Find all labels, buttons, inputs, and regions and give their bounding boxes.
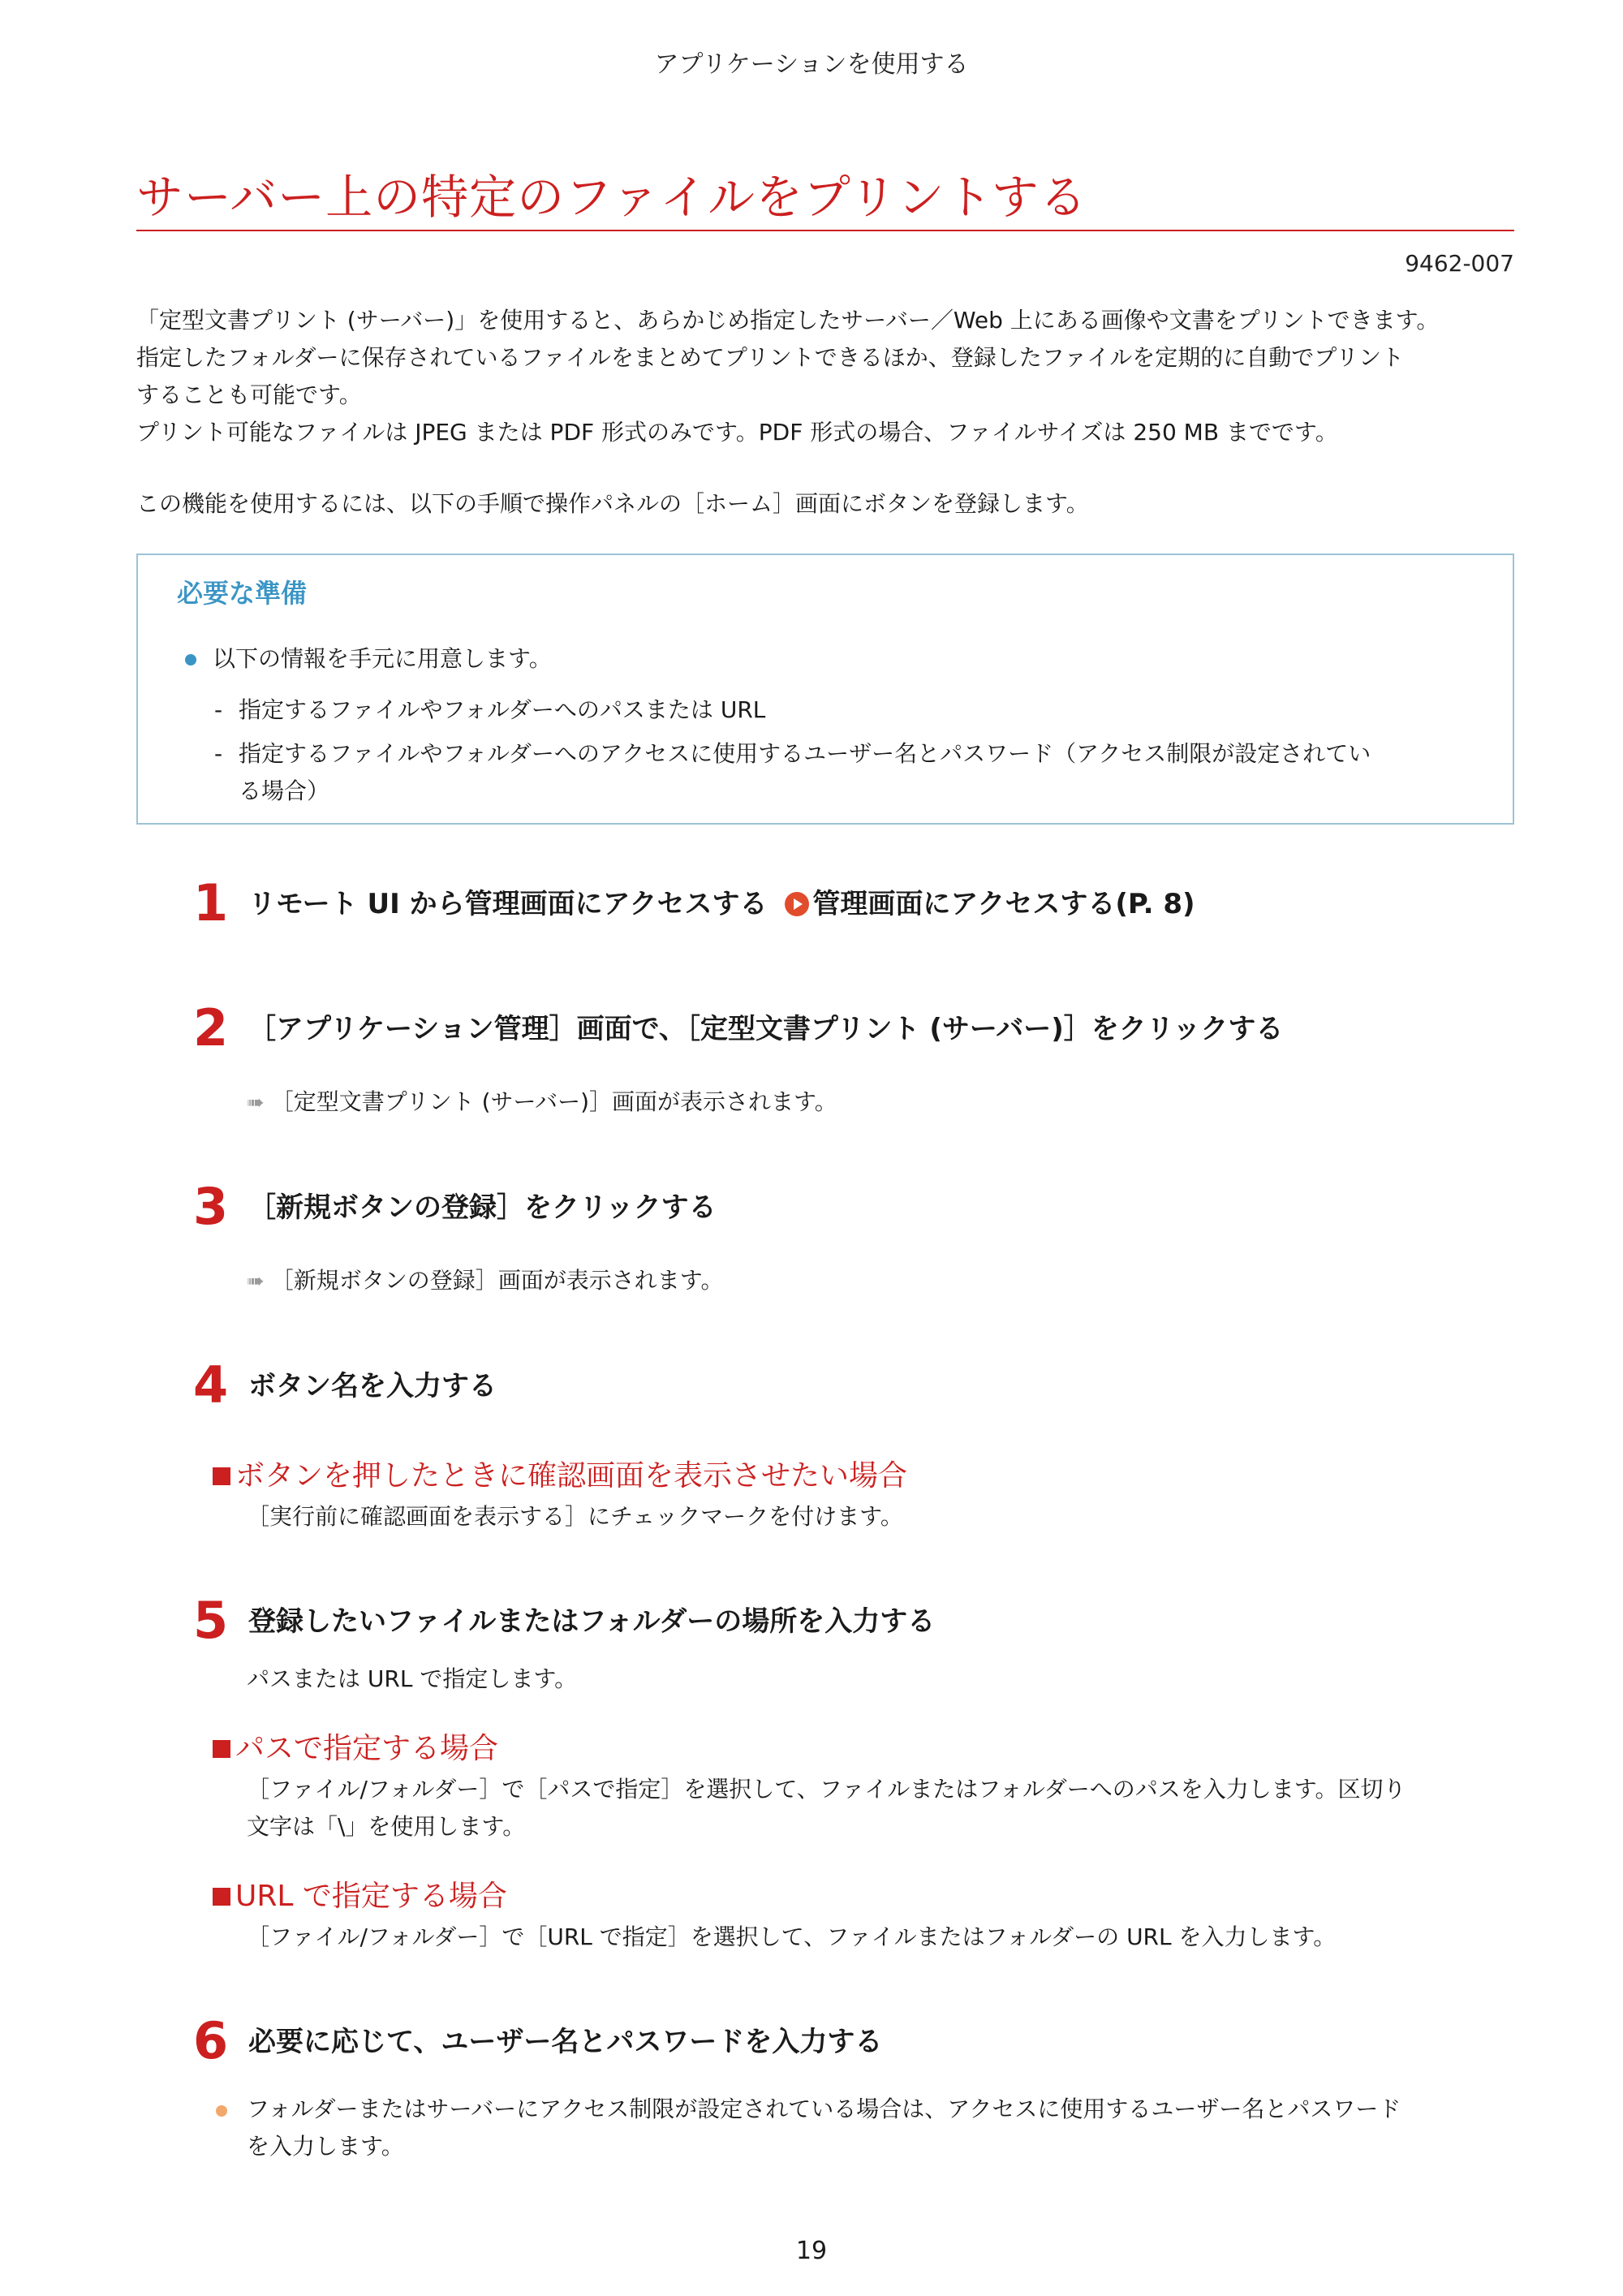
step-body-text: パスまたは URL で指定します。 (247, 1665, 578, 1692)
sub-body (247, 1771, 1513, 1846)
link-arrow-icon[interactable] (785, 892, 809, 916)
step-result (247, 1086, 837, 1119)
preparation-box (136, 554, 1514, 825)
page-title: サーバー上の特定のファイルをプリントする (136, 170, 1087, 225)
sub-body-text: ［ファイル/フォルダー］で［パスで指定］を選択して、ファイルまたはフォルダーへのパスを入力します。区切り (247, 1776, 1406, 1803)
step-text (248, 886, 1195, 922)
sub-body-text: 文字は「\」を使用します。 (247, 1813, 526, 1840)
sub-heading-text: ボタンを押したときに確認画面を表示させたい場合 (235, 1459, 908, 1493)
intro-line: 指定したフォルダーに保存されているファイルをまとめてプリントできるほか、登録したファイルを定期的に自動でプリント (136, 344, 1405, 371)
sub-heading (213, 1878, 507, 1915)
step-number: 2 (193, 998, 229, 1058)
step-text: ［アプリケーション管理］画面で、［定型文書プリント (サーバー)］をクリックする (248, 1013, 1284, 1045)
subitem-text: 指定するファイルやフォルダーへのアクセスに使用するユーザー名とパスワード（アクセス制限が設定されてい (239, 740, 1371, 767)
preparation-item-text: 以下の情報を手元に用意します。 (213, 645, 552, 672)
step-body (247, 1661, 1513, 1698)
bullet-icon (185, 654, 196, 666)
note-line: フォルダーまたはサーバーにアクセス制限が設定されている場合は、アクセスに使用するユーザー名とパスワード (247, 2096, 1401, 2122)
step-text: 必要に応じて、ユーザー名とパスワードを入力する (248, 2026, 883, 2058)
note-line: を入力します。 (247, 2133, 404, 2160)
square-marker-icon (213, 1467, 230, 1485)
page-number: 19 (795, 2237, 828, 2265)
lead-text: この機能を使用するには、以下の手順で操作パネルの［ホーム］画面にボタンを登録します。 (136, 490, 1089, 517)
result-arrow-icon: ➠ (247, 1269, 265, 1294)
subitem-text: る場合） (239, 778, 330, 804)
step-number: 1 (193, 873, 229, 933)
sub-body-text: ［実行前に確認画面を表示する］にチェックマークを付けます。 (247, 1503, 903, 1530)
document-code: 9462-007 (1405, 250, 1514, 277)
result-text: ［定型文書プリント (サーバー)］画面が表示されます。 (270, 1088, 837, 1115)
intro-paragraph (136, 302, 1516, 451)
step-note (247, 2091, 1401, 2165)
step-number: 6 (193, 2011, 229, 2070)
result-arrow-icon: ➠ (247, 1091, 265, 1115)
sub-body (247, 1498, 1513, 1536)
step-number: 3 (193, 1177, 229, 1236)
preparation-item (185, 643, 552, 675)
intro-line: プリント可能なファイルは JPEG または PDF 形式のみです。PDF 形式の場合、ファイルサイズは 250 MB までです。 (136, 419, 1338, 446)
preparation-subitem (214, 735, 1480, 810)
intro-line: することも可能です。 (136, 381, 362, 408)
step-text: 登録したいファイルまたはフォルダーの場所を入力する (248, 1605, 936, 1638)
sub-body-text: ［ファイル/フォルダー］で［URL で指定］を選択して、ファイルまたはフォルダーの URL を入力します。 (247, 1923, 1337, 1950)
title-rule (136, 230, 1514, 231)
sub-heading-text: パスで指定する場合 (235, 1732, 499, 1765)
sub-body (247, 1919, 1513, 1956)
dash-marker: - (214, 740, 223, 767)
step-result (247, 1264, 724, 1298)
preparation-subitem (214, 691, 1480, 729)
running-header: アプリケーションを使用する (654, 50, 969, 79)
result-text: ［新規ボタンの登録］画面が表示されます。 (270, 1267, 724, 1294)
dash-marker: - (214, 696, 223, 723)
square-marker-icon (213, 1888, 230, 1906)
sub-heading-text: URL で指定する場合 (235, 1880, 507, 1913)
preparation-title: 必要な準備 (177, 578, 308, 609)
step-number: 5 (193, 1591, 229, 1650)
subitem-text: 指定するファイルやフォルダーへのパスまたは URL (239, 696, 766, 723)
step-number: 4 (193, 1355, 229, 1415)
step-text: ［新規ボタンの登録］をクリックする (248, 1191, 717, 1224)
step-text-main: リモート UI から管理画面にアクセスする (248, 888, 768, 920)
bullet-icon (216, 2105, 227, 2117)
sub-heading (213, 1458, 907, 1495)
step-text: ボタン名を入力する (248, 1370, 497, 1402)
sub-heading (213, 1730, 498, 1768)
page-link[interactable]: 管理画面にアクセスする(P. 8) (812, 888, 1195, 920)
intro-line: 「定型文書プリント (サーバー)」を使用すると、あらかじめ指定したサーバー／Web 上にある画像や文書をプリントできます。 (136, 307, 1440, 334)
square-marker-icon (213, 1740, 230, 1758)
